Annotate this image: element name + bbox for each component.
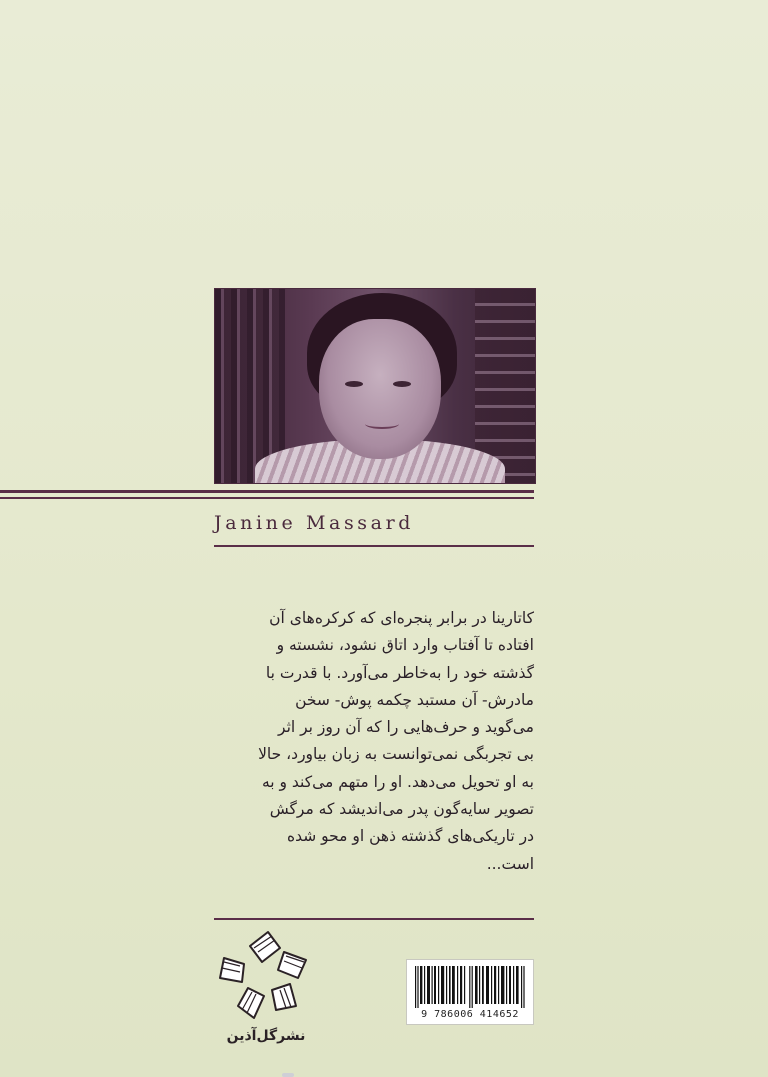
blurb-line: تصویر سایه‌گون پدر می‌اندیشد که مرگش — [269, 800, 534, 819]
blurb-line: افتاده تا آفتاب وارد اتاق نشود، نشسته و — [276, 636, 534, 655]
star-of-books-logo — [214, 926, 318, 1026]
blurb-line: است... — [486, 854, 534, 873]
isbn-barcode — [406, 959, 534, 1025]
blurb-line: بی تجربگی نمی‌توانست به زبان بیاورد، حالا — [258, 745, 534, 764]
blurb-line: گذشته خود را به‌خاطر می‌آورد. با قدرت با — [265, 663, 534, 682]
author-face — [319, 319, 441, 459]
blurb-line: مادرش- آن مستبد چکمه پوش- سخن — [295, 690, 534, 709]
blurb-line: می‌گوید و حرف‌هایی را که آن روز بر اثر — [278, 718, 534, 737]
isbn-digits: 9 786006 414652 — [421, 1009, 519, 1020]
back-cover-blurb — [214, 605, 534, 878]
divider-top-thin — [0, 497, 534, 499]
author-name: Janine Massard — [214, 512, 415, 534]
author-eye-right — [393, 381, 411, 387]
blurb-line: در تاریکی‌های گذشته ذهن او محو شده — [286, 827, 534, 846]
author-mouth — [365, 419, 399, 429]
divider-top-thick — [0, 490, 534, 493]
barcode-bars — [415, 966, 527, 1008]
blurb-line: کاتارینا در برابر پنجره‌ای که کرکره‌های آن — [269, 609, 534, 627]
author-eye-left — [345, 381, 363, 387]
divider-under-blurb — [214, 918, 534, 920]
publisher-name: نشرگل‌آذین — [226, 1028, 306, 1044]
divider-under-author — [214, 545, 534, 547]
blurb-line: به او تحویل می‌دهد. او را متهم می‌کند و به — [261, 772, 534, 791]
bottom-edge-mark — [282, 1073, 294, 1077]
author-photo — [214, 288, 536, 484]
